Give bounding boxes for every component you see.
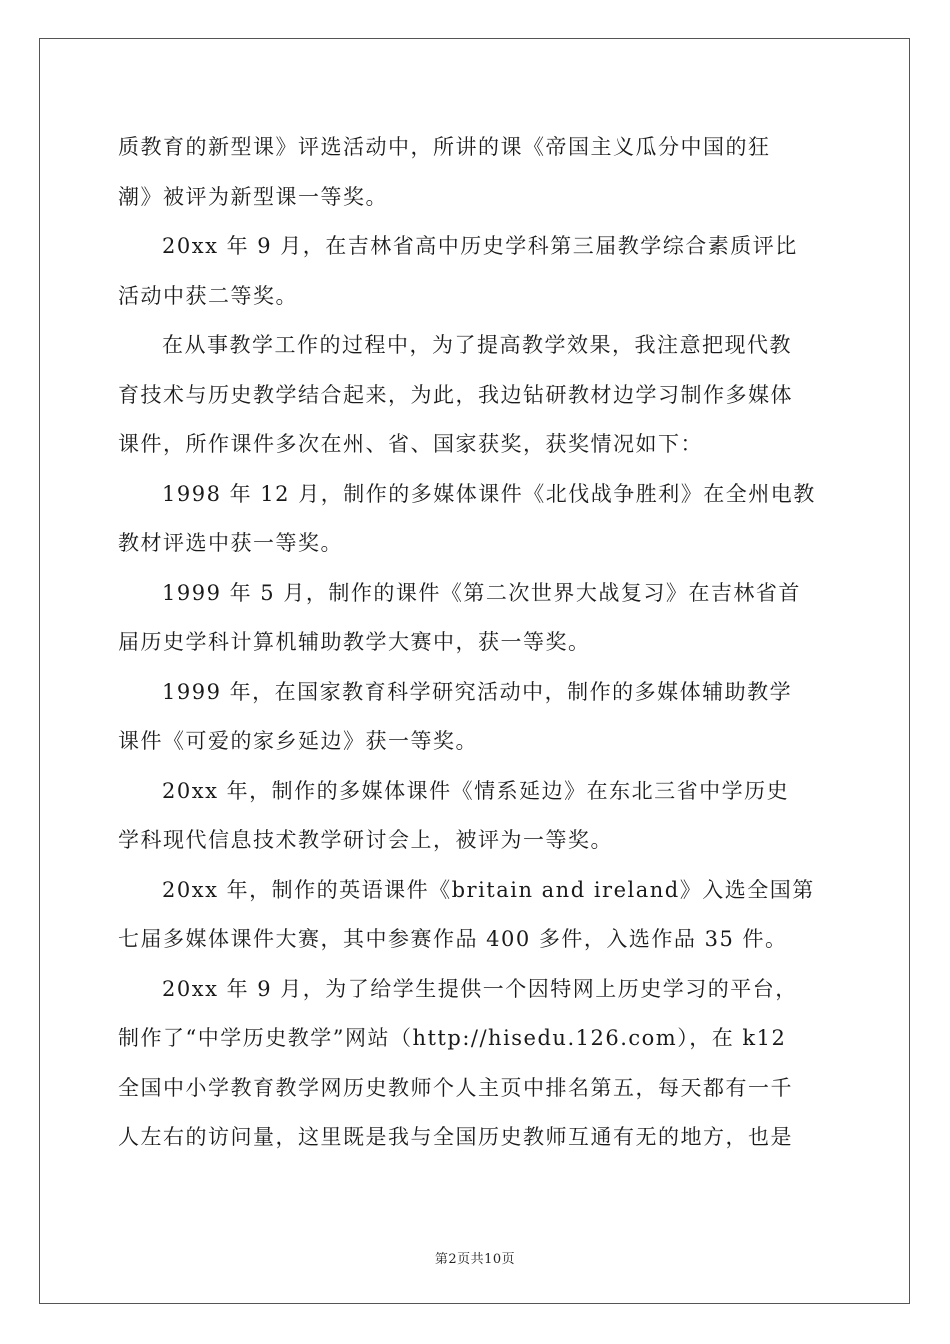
- text-line: 20xx 年 9 月，为了给学生提供一个因特网上历史学习的平台，: [162, 976, 798, 1001]
- text-line: 20xx 年，制作的多媒体课件《情系延边》在东北三省中学历史: [162, 778, 790, 803]
- text-line: 育技术与历史教学结合起来，为此，我边钻研教材边学习制作多媒体: [118, 382, 793, 407]
- text-line: 潮》被评为新型课一等奖。: [118, 184, 388, 209]
- text-line: 20xx 年 9 月，在吉林省高中历史学科第三届教学综合素质评比: [162, 234, 798, 258]
- text-line: 学科现代信息技术教学研讨会上，被评为一等奖。: [118, 828, 613, 852]
- text-line: 人左右的访问量，这里既是我与全国历史教师互通有无的地方，也是: [118, 1125, 793, 1149]
- text-line: 在从事教学工作的过程中，为了提高教学效果，我注意把现代教: [162, 333, 792, 357]
- text-line: 课件，所作课件多次在州、省、国家获奖，获奖情况如下：: [118, 432, 703, 456]
- text-line: 1998 年 12 月，制作的多媒体课件《北伐战争胜利》在全州电教: [162, 481, 816, 506]
- text-line: 1999 年 5 月，制作的课件《第二次世界大战复习》在吉林省首: [162, 580, 801, 605]
- page-footer: [0, 1248, 950, 1267]
- text-line: 制作了“中学历史教学”网站（http://hisedu.126.com），在 k12: [118, 1026, 787, 1050]
- document-body: [118, 123, 840, 1163]
- text-line: 全国中小学教育教学网历史教师个人主页中排名第五，每天都有一千: [118, 1075, 793, 1100]
- page-total: 共10页: [470, 1252, 516, 1267]
- text-line: 1999 年，在国家教育科学研究活动中，制作的多媒体辅助教学: [162, 679, 793, 704]
- text-line: 质教育的新型课》评选活动中，所讲的课《帝国主义瓜分中国的狂: [118, 135, 771, 159]
- text-line: 20xx 年，制作的英语课件《britain and ireland》入选全国第: [162, 877, 815, 902]
- text-line: 届历史学科计算机辅助教学大赛中，获一等奖。: [118, 630, 591, 654]
- text-line: 七届多媒体课件大赛，其中参赛作品 400 多件，入选作品 35 件。: [118, 927, 788, 951]
- text-line: 课件《可爱的家乡延边》获一等奖。: [118, 729, 478, 753]
- text-line: 活动中获二等奖。: [118, 283, 298, 308]
- text-line: 教材评选中获一等奖。: [118, 531, 343, 555]
- page-number: 第2页: [434, 1252, 471, 1267]
